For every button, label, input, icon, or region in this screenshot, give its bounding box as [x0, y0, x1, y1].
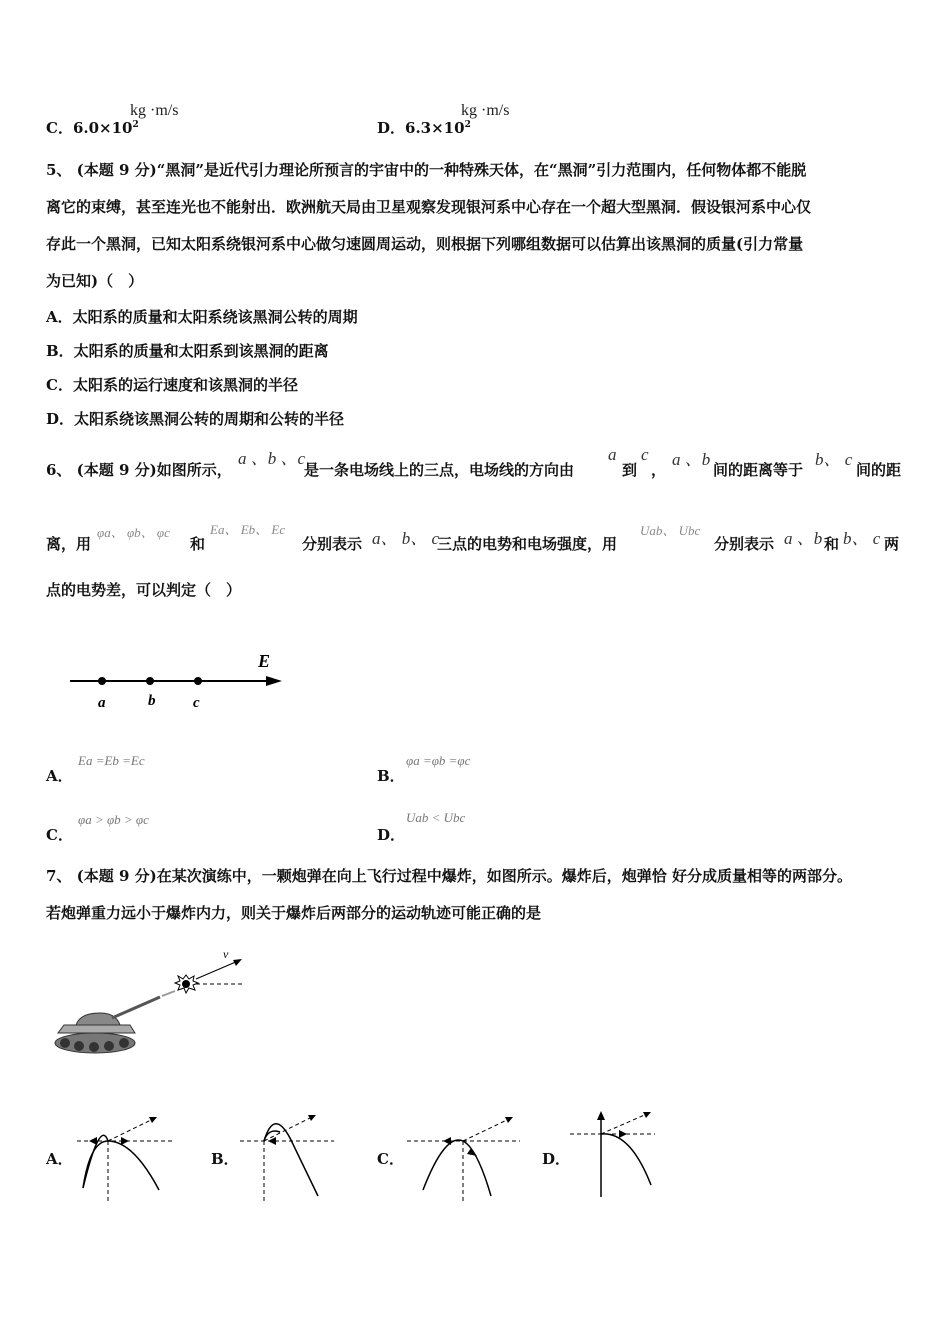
point-label-a: a: [98, 695, 106, 711]
q6-option-a-label: A．: [46, 767, 73, 785]
q7-option-d-label: D．: [542, 1150, 571, 1168]
q6-line2-ab: a 、b: [784, 529, 823, 548]
q6-points-abc: a 、b 、c: [238, 449, 306, 468]
velocity-arrow: [196, 961, 238, 979]
q7-option-a-diagram: [75, 1108, 180, 1203]
q5-option-d: D．太阳系绕该黑洞公转的周期和公转的半径: [46, 410, 345, 428]
q6-point-a: a: [608, 445, 617, 464]
q6-line2-end: 两: [884, 535, 900, 553]
q6-field-line-figure: [60, 645, 300, 715]
q5-stem-line-1: 5、 (本题 9 分)“黑洞”是近代引力理论所预言的宇宙中的一种特殊天体，在“黑洞”引力范围内，任何物体都不能脱: [46, 161, 807, 179]
q6-phi-symbols: φa、 φb、 φc: [97, 525, 170, 540]
q7-option-c-diagram: [405, 1108, 525, 1203]
q4-option-d: [377, 117, 471, 138]
velocity-arrow-head: [233, 959, 242, 966]
q6-option-c-label: C．: [46, 826, 73, 844]
q4-option-d-unit: kg ·m/s: [461, 102, 510, 119]
tank-icon: [55, 997, 160, 1053]
q7-option-c-label: C．: [377, 1150, 404, 1168]
q4-option-c: [46, 117, 139, 138]
q6-option-c: φa > φb > φc: [78, 812, 149, 827]
q4-option-d-exponent: 2: [464, 120, 471, 130]
q6-and: 和: [190, 535, 206, 553]
q6-stem-mid: 是一条电场线上的三点，电场线的方向由: [304, 461, 575, 479]
q7-tank-figure: [50, 945, 260, 1060]
q6-option-b: φa =φb =φc: [406, 753, 471, 768]
q6-option-d-label: D．: [377, 826, 406, 844]
q7-option-b-label: B．: [211, 1150, 239, 1168]
q6-respectively-2: 分别表示: [714, 535, 775, 553]
q7-option-a-label: A．: [46, 1150, 73, 1168]
q6-line2-bc: b、 c: [843, 529, 881, 548]
q5-option-c: C．太阳系的运行速度和该黑洞的半径: [46, 376, 298, 394]
point-c-dot: [194, 677, 202, 685]
point-label-b: b: [148, 693, 156, 709]
q6-stem-prefix: 6、 (本题 9 分)如图所示，: [46, 461, 232, 479]
field-arrow-head: [266, 676, 282, 686]
q5-option-b: B．太阳系的质量和太阳系到该黑洞的距离: [46, 342, 329, 360]
q4-option-d-value: 6.3×10: [405, 119, 465, 137]
explosion-icon: [175, 975, 198, 993]
q6-stem-end: 间的距: [856, 461, 902, 479]
q4-option-c-unit: kg ·m/s: [130, 102, 179, 119]
q6-comma: ，: [651, 461, 667, 479]
q7-option-d-diagram: [565, 1105, 665, 1200]
velocity-label: v: [223, 947, 229, 961]
q6-point-c: c: [641, 445, 649, 464]
q6-dist-equal: 间的距离等于: [713, 461, 804, 479]
q4-option-d-label: D．: [377, 119, 406, 137]
q6-line2-points: a、 b、 c: [372, 529, 440, 548]
q6-line2-prefix: 离，用: [46, 535, 92, 553]
point-b-dot: [146, 677, 154, 685]
q6-u-symbols: Uab、 Ubc: [640, 523, 701, 538]
q6-option-a: Ea =Eb =Ec: [78, 753, 145, 768]
q6-to: 到: [622, 461, 638, 479]
point-label-c: c: [193, 695, 200, 711]
q6-e-symbols: Ea、 Eb、 Ec: [210, 522, 286, 537]
field-label-e: E: [258, 651, 271, 671]
q5-stem-line-3: 存此一个黑洞，已知太阳系绕银河系中心做匀速圆周运动，则根据下列哪组数据可以估算出该黑洞的质量(引力常量: [46, 235, 804, 253]
q5-stem-line-2: 离它的束缚，甚至连光也不能射出．欧洲航天局由卫星观察发现银河系中心存在一个超大型黑洞．假设银河系中心仅: [46, 198, 812, 216]
q6-and-2: 和: [824, 535, 840, 553]
q7-stem-line-1: 7、 (本题 9 分)在某次演练中，一颗炮弹在向上飞行过程中爆炸，如图所示。爆炸后，炮弹恰 好分成质量相等的两部分。: [46, 867, 852, 885]
q6-points-bc: b、 c: [815, 450, 853, 469]
shell-trail: [162, 991, 175, 996]
q5-stem-line-4: 为已知)（ ）: [46, 272, 144, 290]
q6-line2-mid: 三点的电势和电场强度，用: [437, 535, 618, 553]
q6-points-ab: a 、b: [672, 450, 711, 469]
q5-option-a: A．太阳系的质量和太阳系绕该黑洞公转的周期: [46, 308, 358, 326]
q6-stem-line-3: 点的电势差，可以判定（ ）: [46, 581, 242, 599]
q7-stem-line-2: 若炮弹重力远小于爆炸内力，则关于爆炸后两部分的运动轨迹可能正确的是: [46, 904, 542, 922]
q6-respectively: 分别表示: [302, 535, 363, 553]
q4-option-c-exponent: 2: [132, 120, 139, 130]
q4-option-c-label: C．: [46, 119, 73, 137]
q6-option-b-label: B．: [377, 767, 405, 785]
q6-option-d: Uab < Ubc: [406, 810, 466, 825]
q7-option-b-diagram: [238, 1108, 338, 1203]
q4-option-c-value: 6.0×10: [72, 119, 133, 137]
point-a-dot: [98, 677, 106, 685]
